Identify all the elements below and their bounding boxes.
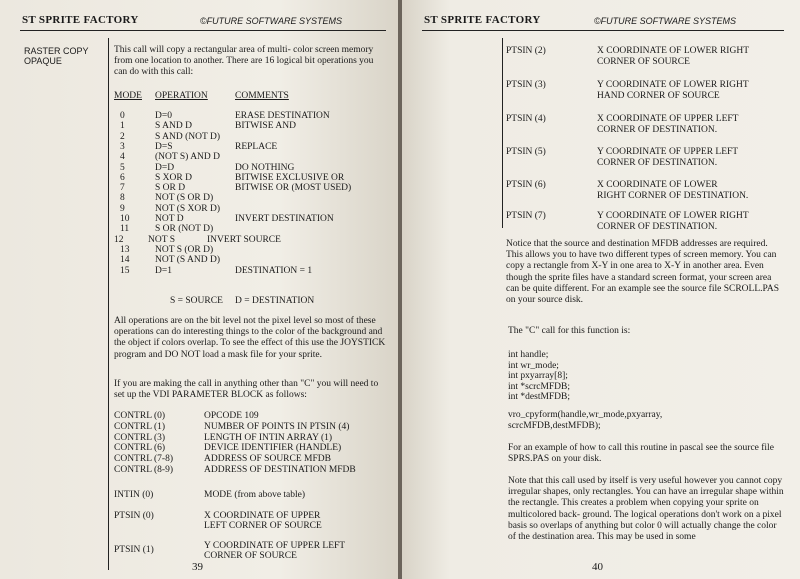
header-rule-right [422,30,784,31]
section-title-line1: RASTER COPY [24,46,89,56]
mode-number: 2 [120,131,125,142]
ptsin1-desc1: Y COORDINATE OF UPPER LEFT [204,541,346,551]
mode-comment: BITWISE EXCLUSIVE OR [235,172,345,183]
param-desc: ADDRESS OF DESTINATION MFDB [204,465,356,475]
section-title-line2: OPAQUE [24,56,62,66]
header-rule [20,30,386,31]
header-company-right: ©FUTURE SOFTWARE SYSTEMS [594,16,736,26]
mode-number: 12 [114,234,124,245]
table-header-operation: OPERATION [155,91,208,101]
mode-operation: S XOR D [155,172,192,183]
mode-comment: DESTINATION = 1 [235,265,313,276]
paragraph-vdi: If you are making the call in anything other than "C" you will need to set up the VDI PARAMETER BLOCK as follows: [114,379,379,401]
right-page [402,0,800,579]
mode-number: 8 [120,193,125,204]
mode-operation: S AND D [155,121,192,132]
header-company: ©FUTURE SOFTWARE SYSTEMS [200,16,342,26]
code-line: int pxyarray[8]; [508,371,568,382]
mode-operation: NOT S (OR D) [155,244,214,255]
mode-comment: ERASE DESTINATION [235,111,330,121]
mode-number: 5 [120,162,125,173]
mode-operation: S AND (NOT D) [155,131,221,142]
ptsin0-name: PTSIN (0) [114,511,154,521]
paragraph-pascal: For an example of how to call this routine in pascal see the source file SPRS.PAS on your disk. [508,443,774,465]
mode-number: 6 [120,172,125,183]
ptsin-desc-line1: X COORDINATE OF UPPER LEFT [597,114,739,124]
paragraph-bit-level: All operations are on the bit level not the pixel level so most of these operations can do interesting things to the color of the background and the object if colors overlap. To see the effect of this use the JOYSTICK program and DO NOT load a mask file for your sprite. [114,316,386,360]
param-desc: LENGTH OF INTIN ARRAY (1) [204,432,333,443]
param-name: CONTRL (8-9) [114,465,174,475]
table-header-comments: COMMENTS [235,91,289,101]
param-desc: DEVICE IDENTIFIER (HANDLE) [204,443,342,454]
mode-comment: INVERT DESTINATION [235,214,334,224]
mode-number: 0 [120,111,125,121]
left-page [0,0,398,579]
ptsin-name: PTSIN (2) [506,46,546,56]
mode-operation: NOT (S XOR D) [155,203,221,214]
mode-number: 4 [120,152,125,163]
mode-operation: D=D [155,162,175,173]
paragraph-mfdb: Notice that the source and destination MFDB addresses are required. This allows you to have two different types of screen memory. You can copy a rectangle from X-Y in one area to X-Y in another area. Even though the sprite files have a standard screen format, your screen area can be quite different. For an example see the source file SCROLL.PAS on your source disk. [506,239,780,306]
ptsin-desc-line1: X COORDINATE OF LOWER [597,180,718,190]
param-name: CONTRL (3) [114,432,166,443]
code-line: int handle; [508,350,549,360]
ptsin-desc-line2: CORNER OF DESTINATION. [597,221,718,232]
mode-number: 9 [120,203,125,214]
header-title-right: ST SPRITE FACTORY [424,14,541,26]
mode-number: 13 [120,244,130,255]
intin-desc: MODE (from above table) [204,490,306,500]
mode-comment: INVERT SOURCE [207,234,281,245]
ptsin-desc-line1: Y COORDINATE OF UPPER LEFT [597,147,739,157]
mode-operation: NOT S [148,234,176,245]
ptsin-name: PTSIN (7) [506,211,546,221]
ptsin-desc-line2: CORNER OF SOURCE [597,56,690,67]
mode-number: 10 [120,214,130,224]
legend-destination: D = DESTINATION [235,296,315,306]
ptsin-desc-line2: RIGHT CORNER OF DESTINATION. [597,190,749,201]
mode-operation: D=0 [155,111,172,121]
mode-operation: S OR D [155,183,186,194]
mode-operation: NOT (S AND D) [155,255,221,266]
table-header-mode: MODE [114,91,142,101]
mode-comment: REPLACE [235,141,278,152]
mode-number: 11 [120,224,130,235]
code-line: int *destMFDB; [508,392,571,403]
mode-comment: DO NOTHING [235,162,295,173]
mode-operation: NOT D [155,214,184,224]
intin-name: INTIN (0) [114,490,154,500]
legend-source: S = SOURCE [170,296,223,306]
ptsin-desc-line2: CORNER OF DESTINATION. [597,124,718,135]
param-desc: OPCODE 109 [204,411,259,421]
code-line: scrcMFDB,destMFDB); [508,420,601,431]
param-name: CONTRL (7-8) [114,454,174,465]
mode-comment: BITWISE AND [235,121,296,132]
param-name: CONTRL (1) [114,421,166,432]
ptsin-name: PTSIN (4) [506,114,546,124]
ptsin1-name: PTSIN (1) [114,545,154,555]
ptsin-name: PTSIN (5) [506,147,546,157]
mode-number: 7 [120,183,125,194]
param-desc: NUMBER OF POINTS IN PTSIN (4) [204,421,350,432]
intro-paragraph: This call will copy a rectangular area of multi- color screen memory from one location to another. There are 16 logical bit operations you can do with this call: [114,45,374,78]
ptsin1-desc2: CORNER OF SOURCE [204,551,297,561]
mode-operation: NOT (S OR D) [155,193,214,204]
ptsin0-desc1: X COORDINATE OF UPPER [204,511,321,521]
page-number-right: 40 [592,561,603,573]
ptsin-name: PTSIN (3) [506,80,546,90]
ptsin-desc-line1: Y COORDINATE OF LOWER RIGHT [597,80,749,90]
ptsin-desc-line2: CORNER OF DESTINATION. [597,157,718,168]
code-line: int *scrcMFDB; [508,381,571,392]
header-title: ST SPRITE FACTORY [22,14,139,26]
ptsin-name: PTSIN (6) [506,180,546,190]
mode-operation: S OR (NOT D) [155,224,214,235]
ptsin-desc-line2: HAND CORNER OF SOURCE [597,90,720,101]
param-name: CONTRL (0) [114,411,166,421]
page-number-left: 39 [192,561,203,573]
param-desc: ADDRESS OF SOURCE MFDB [204,454,331,465]
mode-number: 14 [120,255,130,266]
param-name: CONTRL (6) [114,443,166,454]
ptsin-desc-line1: X COORDINATE OF LOWER RIGHT [597,46,749,56]
mode-operation: (NOT S) AND D [155,152,221,163]
code-line: vro_cpyform(handle,wr_mode,pxyarray, [508,410,663,420]
ptsin-column-rule [502,38,503,228]
paragraph-c-call: The "C" call for this function is: [508,326,631,336]
mode-number: 15 [120,265,130,276]
ptsin-desc-line1: Y COORDINATE OF LOWER RIGHT [597,211,749,221]
mode-number: 3 [120,141,125,152]
mode-operation: D=S [155,141,173,152]
mode-comment: BITWISE OR (MOST USED) [235,183,352,194]
code-line: int wr_mode; [508,360,559,371]
mode-number: 1 [120,121,125,132]
ptsin0-desc2: LEFT CORNER OF SOURCE [204,521,322,531]
paragraph-note: Note that this call used by itself is very useful however you cannot copy irregular shapes, only rectangles. You can have an irregular shape within the rectangle. This creates a problem when copying your sprite on multicolored back- ground. The logical operations don't work on a pixel basis so overlaps of anything but color 0 will actually change the color of the destination area. This may be used in some [508,476,784,543]
mode-operation: D=1 [155,265,172,276]
column-rule [108,38,109,570]
